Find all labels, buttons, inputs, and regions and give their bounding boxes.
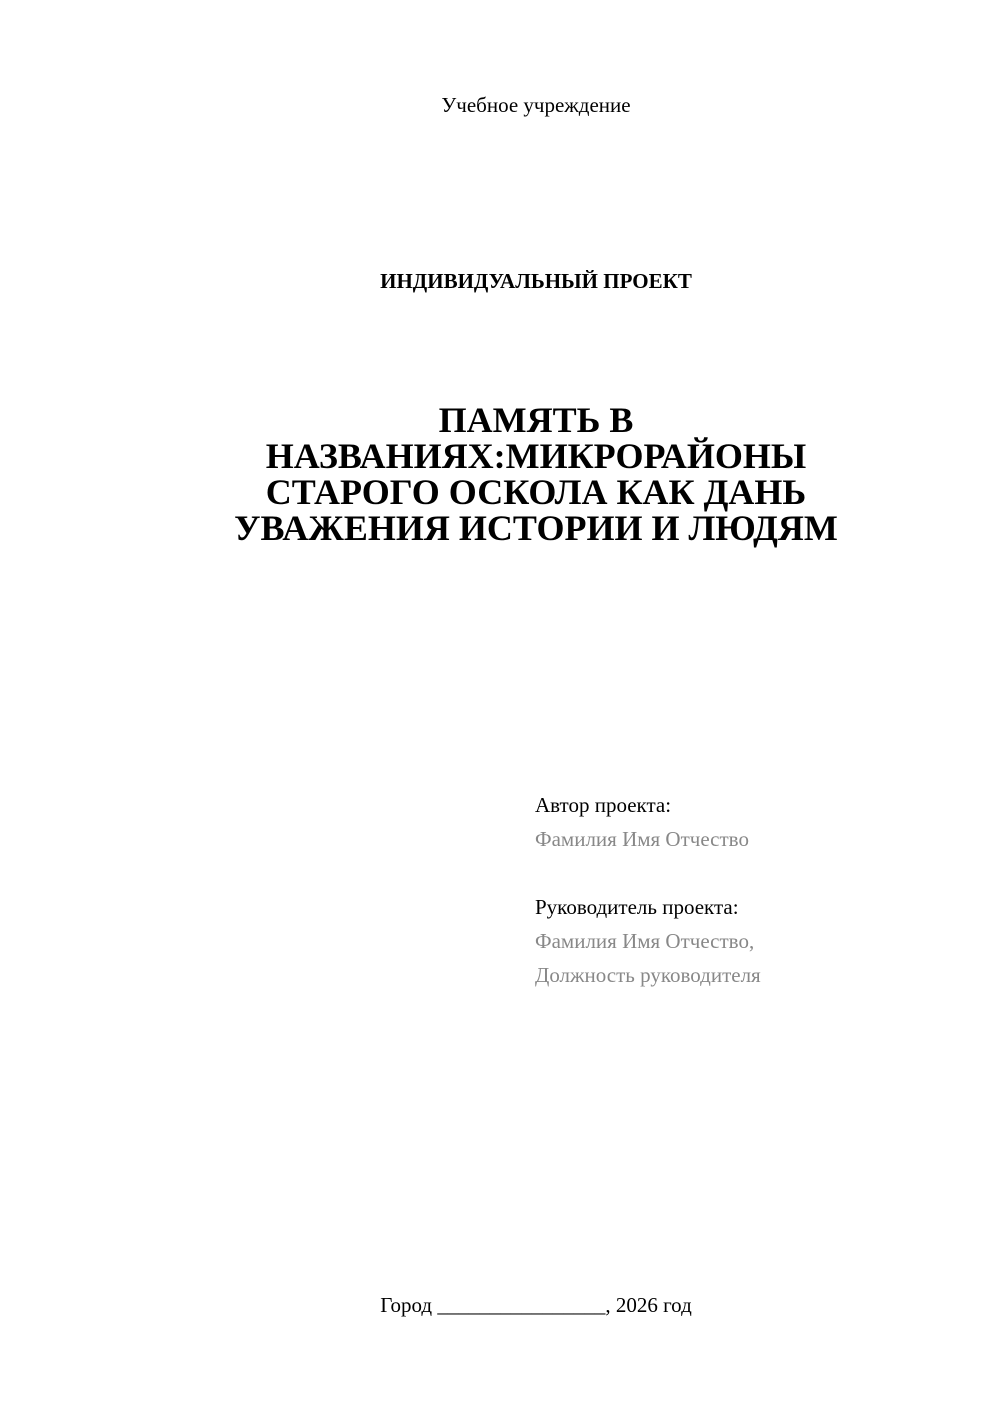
city-year-line: Город ________________, 2026 год xyxy=(380,1293,692,1317)
author-label: Автор проекта: xyxy=(535,793,672,817)
title-line: УВАЖЕНИЯ ИСТОРИИ И ЛЮДЯМ xyxy=(234,508,838,548)
supervisor-name: Фамилия Имя Отчество, xyxy=(535,929,755,953)
title-line: ПАМЯТЬ В xyxy=(438,400,634,440)
project-title xyxy=(200,402,872,546)
supervisor-label: Руководитель проекта: xyxy=(535,895,739,919)
institution-name: Учебное учреждение xyxy=(441,93,631,117)
credits-block xyxy=(535,788,955,992)
author-name: Фамилия Имя Отчество xyxy=(535,827,749,851)
supervisor-position: Должность руководителя xyxy=(535,963,761,987)
document-type: ИНДИВИДУАЛЬНЫЙ ПРОЕКТ xyxy=(380,269,692,293)
credits-spacer xyxy=(535,856,955,890)
title-line: СТАРОГО ОСКОЛА КАК ДАНЬ xyxy=(265,472,807,512)
title-line: НАЗВАНИЯХ:МИКРОРАЙОНЫ xyxy=(265,436,807,476)
